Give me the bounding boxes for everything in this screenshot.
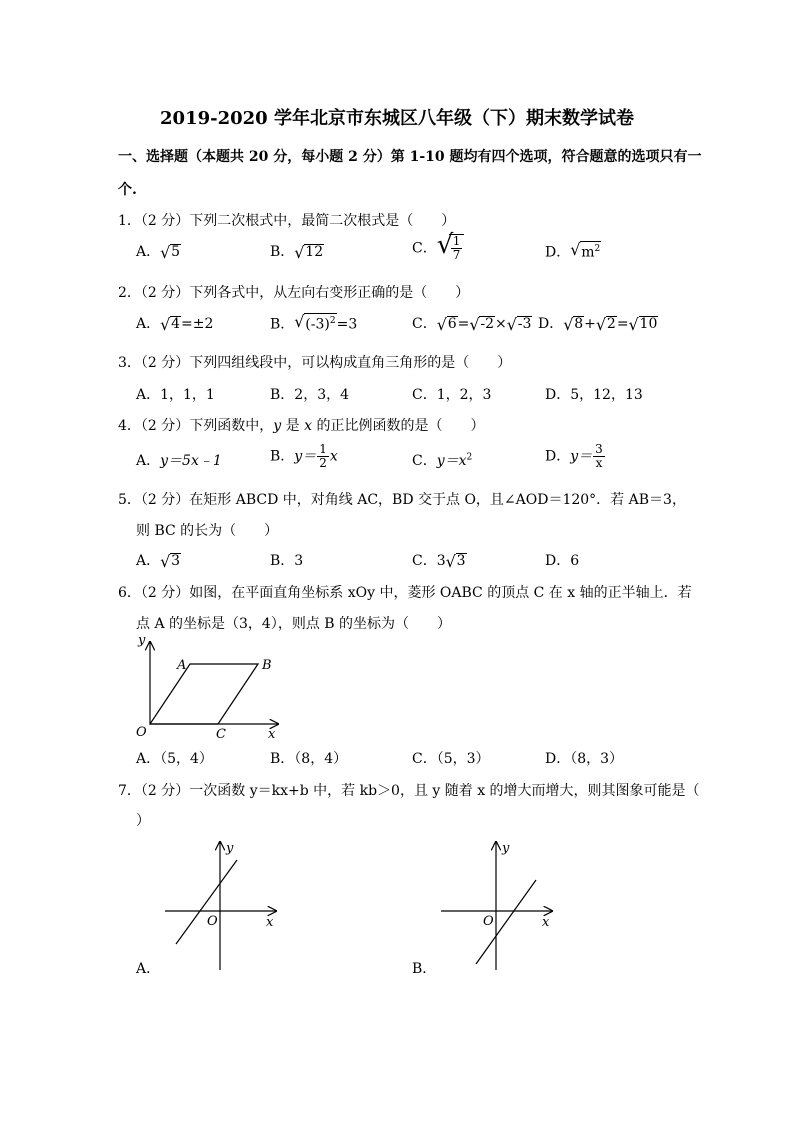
q2-option-a: A． √ 4=±2 (136, 315, 214, 334)
question-7-stem: 7．（2 分）一次函数 y＝kx+b 中，若 kb＞0，且 y 随着 x 的增大而增大，则其图象可能是（ (118, 783, 700, 799)
point-b-label: B (262, 658, 272, 673)
q5-option-b: B．3 (270, 553, 304, 569)
rhombus-figure (130, 630, 290, 742)
q2-option-d: D． √ 8+ √ 2= √ 10 (538, 315, 658, 334)
question-6-stem: 6．（2 分）如图，在平面直角坐标系 xOy 中，菱形 OABC 的顶点 C 在 x 轴的正半轴上．若 (118, 585, 692, 601)
y-axis-label: y (226, 841, 234, 856)
page-title: 2019-2020 学年北京市东城区八年级（下）期末数学试卷 (160, 108, 634, 129)
point-a-label: A (177, 658, 187, 673)
q1-option-c: C． √ $\frac{1}{7}$ (412, 234, 464, 262)
q6-option-c: C．（5，3） (412, 751, 490, 767)
q4-option-c: C．$y=x^2$ (412, 452, 473, 469)
q2-option-c: C． √ 6= √ -2× √ -3 (412, 315, 532, 334)
graph-option-b (436, 836, 561, 976)
y-axis-label: y (502, 841, 510, 856)
rhombus-oabc (150, 664, 258, 724)
point-c-label: C (216, 727, 226, 742)
q2-option-b: B． √ $(-3)^2=3$ (270, 312, 358, 333)
q6-option-a: A．（5，4） (136, 751, 213, 767)
q3-option-d: D．5，12，13 (545, 387, 643, 403)
q6-option-b: B．（8，4） (270, 751, 348, 767)
q3-option-a: A．1，1，1 (136, 387, 215, 403)
question-3-stem: 3．（2 分）下列四组线段中，可以构成直角三角形的是（ ） (118, 355, 512, 371)
origin-label: O (483, 914, 494, 929)
origin-label: O (136, 725, 147, 740)
q3-option-c: C．1，2，3 (412, 387, 492, 403)
q1-option-a: A． √ 5 (136, 243, 181, 262)
q5-option-c: C．3 √ 3 (412, 552, 466, 571)
y-axis-label: y (138, 633, 146, 648)
x-axis-label: x (268, 727, 276, 742)
q5-option-d: D．6 (545, 553, 580, 569)
q7-option-a-label: A． (136, 961, 161, 977)
q1-option-d: D． √ $m^2$ (545, 240, 601, 261)
question-7-stem-cont: ） (136, 813, 150, 829)
q4-option-a: A．y＝5x﹣1 (136, 453, 222, 469)
q7-option-b-label: B． (412, 961, 437, 977)
question-2-stem: 2．（2 分）下列各式中，从左向右变形正确的是（ ） (118, 285, 470, 301)
question-5-stem: 5．（2 分）在矩形 ABCD 中，对角线 AC，BD 交于点 O，且∠AOD＝120°．若 AB＝3， (118, 492, 686, 508)
x-axis-label: x (542, 915, 550, 930)
q3-option-b: B．2，3，4 (270, 387, 350, 403)
q4-option-d: D．y＝ $\frac{3}{x}$ (545, 442, 603, 470)
section-heading-cont: 个. (118, 182, 137, 198)
q1-option-b: B． √ 12 (270, 243, 324, 262)
x-axis-label: x (266, 915, 274, 930)
function-line (176, 860, 237, 944)
question-6-stem-cont: 点 A 的坐标是（3，4），则点 B 的坐标为（ ） (136, 616, 452, 632)
q4-option-b: B．y＝ $\frac{1}{2}$ x (270, 442, 338, 470)
graph-option-a (160, 836, 285, 976)
section-heading: 一、选择题（本题共 20 分，每小题 2 分）第 1-10 题均有四个选项，符合题意的选项只有一 (118, 149, 702, 165)
q6-option-d: D．（8，3） (545, 751, 624, 767)
origin-label: O (207, 914, 218, 929)
question-5-stem-cont: 则 BC 的长为（ ） (136, 523, 279, 539)
q5-option-a: A． √ 3 (136, 552, 181, 571)
question-4-stem: 4．（2 分）下列函数中，y 是 x 的正比例函数的是（ ） (118, 418, 485, 434)
question-1-stem: 1．（2 分）下列二次根式中，最简二次根式是（ ） (118, 213, 456, 229)
